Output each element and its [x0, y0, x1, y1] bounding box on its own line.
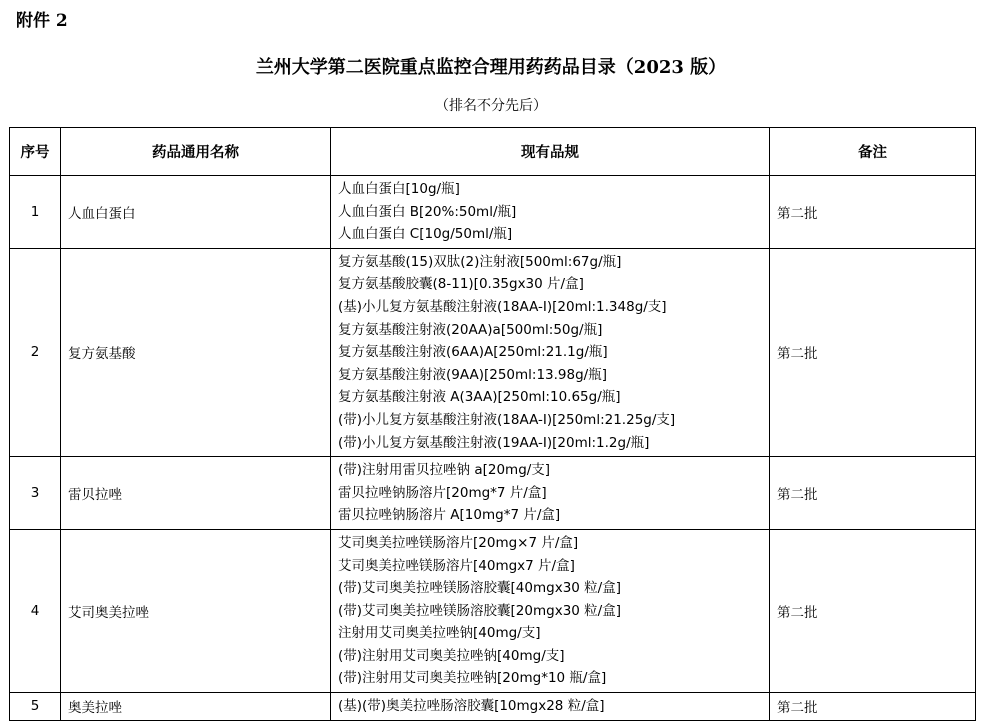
remark: 第二批	[770, 248, 976, 456]
spec-item: 复方氨基酸注射液(9AA)[250ml:13.98g/瓶]	[338, 366, 607, 383]
spec-item: (带)小儿复方氨基酸注射液(18AA-Ⅰ)[250ml:21.25g/支]	[338, 411, 676, 428]
row-number: 3	[10, 457, 61, 530]
drug-name: 艾司奥美拉唑	[61, 529, 331, 692]
table-row	[10, 693, 976, 721]
spec-item: (带)注射用艾司奥美拉唑钠[40mg/支]	[338, 647, 565, 664]
table-row	[10, 176, 976, 249]
spec-item: (带)艾司奥美拉唑镁肠溶胶囊[20mgx30 粒/盒]	[338, 602, 621, 619]
spec-item: 复方氨基酸(15)双肽(2)注射液[500ml:67g/瓶]	[338, 253, 622, 270]
spec-item: 复方氨基酸胶囊(8-11)[0.35gx30 片/盒]	[338, 276, 584, 293]
column-header-name: 药品通用名称	[61, 128, 331, 176]
drug-catalog-table	[9, 127, 976, 721]
spec-item: 复方氨基酸注射液(6AA)A[250ml:21.1g/瓶]	[338, 344, 608, 361]
spec-item: 艾司奥美拉唑镁肠溶片[40mgx7 片/盒]	[338, 557, 575, 574]
row-number: 2	[10, 248, 61, 456]
table-row	[10, 248, 976, 456]
column-header-note: 备注	[770, 128, 976, 176]
drug-name: 奥美拉唑	[61, 693, 331, 721]
row-number: 4	[10, 529, 61, 692]
remark: 第二批	[770, 176, 976, 249]
row-number: 5	[10, 693, 61, 721]
spec-list	[331, 529, 770, 692]
column-header-specs: 现有品规	[331, 128, 770, 176]
drug-name: 复方氨基酸	[61, 248, 331, 456]
document-subtitle: （排名不分先后）	[435, 98, 547, 114]
spec-item: 人血白蛋白 B[20%:50ml/瓶]	[338, 203, 517, 220]
spec-list	[331, 176, 770, 249]
spec-item: 复方氨基酸注射液 A(3AA)[250ml:10.65g/瓶]	[338, 389, 621, 406]
spec-item: 艾司奥美拉唑镁肠溶片[20mg×7 片/盒]	[338, 534, 579, 551]
spec-item: (基)小儿复方氨基酸注射液(18AA-Ⅰ)[20ml:1.348g/支]	[338, 298, 667, 315]
spec-item: 人血白蛋白[10g/瓶]	[338, 181, 460, 197]
spec-item: (带)注射用雷贝拉唑钠 a[20mg/支]	[338, 462, 551, 479]
spec-item: (带)注射用艾司奥美拉唑钠[20mg*10 瓶/盒]	[338, 670, 607, 687]
table-header-row	[10, 128, 976, 176]
spec-item: (带)小儿复方氨基酸注射液(19AA-Ⅰ)[20ml:1.2g/瓶]	[338, 434, 650, 451]
spec-item: (基)(带)奥美拉唑肠溶胶囊[10mgx28 粒/盒]	[338, 698, 605, 715]
spec-item: 人血白蛋白 C[10g/50ml/瓶]	[338, 226, 513, 243]
spec-item: 复方氨基酸注射液(20AA)a[500ml:50g/瓶]	[338, 321, 603, 338]
spec-item: 雷贝拉唑钠肠溶片[20mg*7 片/盒]	[338, 484, 547, 501]
document-title: 兰州大学第二医院重点监控合理用药药品目录（2023 版）	[255, 57, 727, 78]
table-body	[10, 176, 976, 721]
attachment-label: 附件 2	[16, 11, 68, 31]
drug-name: 人血白蛋白	[61, 176, 331, 249]
remark: 第二批	[770, 529, 976, 692]
spec-item: 注射用艾司奥美拉唑钠[40mg/支]	[338, 625, 541, 642]
spec-list	[331, 248, 770, 456]
remark: 第二批	[770, 693, 976, 721]
spec-list	[331, 457, 770, 530]
drug-name: 雷贝拉唑	[61, 457, 331, 530]
table-row	[10, 457, 976, 530]
row-number: 1	[10, 176, 61, 249]
column-header-no: 序号	[10, 128, 61, 176]
spec-list	[331, 693, 770, 721]
spec-item: 雷贝拉唑钠肠溶片 A[10mg*7 片/盒]	[338, 507, 561, 524]
remark: 第二批	[770, 457, 976, 530]
spec-item: (带)艾司奥美拉唑镁肠溶胶囊[40mgx30 粒/盒]	[338, 580, 621, 597]
table-row	[10, 529, 976, 692]
